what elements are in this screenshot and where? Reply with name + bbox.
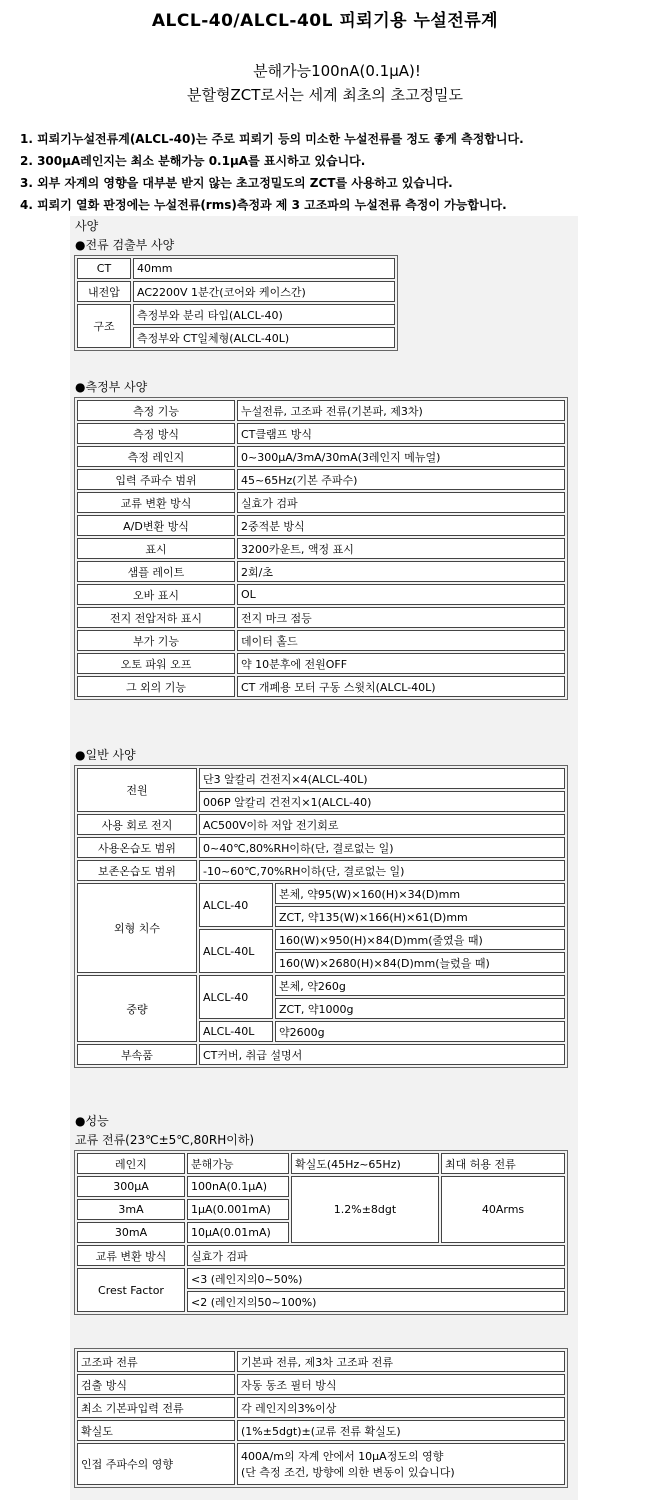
measure-label: 전지 전압저하 표시: [77, 607, 235, 628]
use-temp-label: 사용온습도 범위: [77, 837, 197, 858]
accessory-value: CT커버, 취급 설명서: [199, 1044, 565, 1065]
dims-model-label: ALCL-40L: [199, 929, 273, 973]
measure-label: 오토 파워 오프: [77, 653, 235, 674]
adjacent-freq-line: (단 측정 조건, 방향에 의한 변동이 있습니다): [241, 1466, 455, 1479]
measure-value: 약 10분후에 전원OFF: [237, 653, 565, 674]
measure-label: 부가 기능: [77, 630, 235, 651]
feature-item: 4. 피뢰기 열화 판정에는 누설전류(rms)측정과 제 3 고조파의 누설전류 측정이 가능합니다.: [20, 198, 507, 212]
harmonic-label: 확실도: [77, 1420, 235, 1441]
measure-value: 전지 마크 점등: [237, 607, 565, 628]
measure-value: 0~300μA/3mA/30mA(3레인지 메뉴얼): [237, 446, 565, 467]
harmonic-value: 각 레인지의3%이상: [237, 1397, 565, 1418]
store-temp-value: -10~60℃,70%RH이하(단, 결로없는 일): [199, 860, 565, 881]
weight-model-label: ALCL-40: [199, 975, 273, 1019]
harmonic-value: 자동 동조 필터 방식: [237, 1374, 565, 1395]
measure-label: 측정 방식: [77, 423, 235, 444]
crest-factor-value: <3 (레인지의0~50%): [187, 1268, 565, 1289]
resolution-cell: 10μA(0.01mA): [187, 1222, 289, 1243]
feature-list: [20, 128, 645, 216]
adjacent-freq-line: 400A/m의 자계 안에서 10μA정도의 영향: [241, 1450, 444, 1463]
harmonic-label: 최소 기본파입력 전류: [77, 1397, 235, 1418]
feature-item: 1. 피뢰기누설전류계(ALCL-40)는 주로 피뢰기 등의 미소한 누설전류를 정도 좋게 측정합니다.: [20, 132, 524, 146]
resolution-cell: 1μA(0.001mA): [187, 1199, 289, 1220]
perf-header: 분해가능: [187, 1153, 289, 1174]
structure-value: 측정부와 분리 타입(ALCL-40): [133, 304, 395, 325]
spec-heading: 사양: [75, 219, 99, 233]
weight-value: 본체, 약260g: [275, 975, 565, 996]
voltage-label: 내전압: [77, 281, 131, 302]
measure-value: OL: [237, 584, 565, 605]
use-temp-value: 0~40℃,80%RH이하(단, 결로없는 일): [199, 837, 565, 858]
perf-section-heading: ●성능: [75, 1114, 109, 1128]
harmonic-label: 검출 방식: [77, 1374, 235, 1395]
harmonic-spec-table: [74, 1348, 568, 1488]
feature-item: 2. 300μA레인지는 최소 분해가능 0.1μA를 표시하고 있습니다.: [20, 154, 366, 168]
harmonic-value: (1%±5dgt)±(교류 전류 확실도): [237, 1420, 565, 1441]
ac-conv-value: 실효가 검파: [187, 1245, 565, 1266]
measure-label: A/D변환 방식: [77, 515, 235, 536]
measure-value: CT 개폐용 모터 구동 스윗치(ALCL-40L): [237, 676, 565, 697]
harmonic-label: 고조파 전류: [77, 1351, 235, 1372]
power-label: 전원: [77, 768, 197, 812]
ct-label: CT: [77, 258, 131, 279]
feature-item: 3. 외부 자계의 영향을 대부분 받지 않는 초고정밀도의 ZCT를 사용하고 있습니다.: [20, 176, 453, 190]
measure-value: 누설전류, 고조파 전류(기본파, 제3차): [237, 400, 565, 421]
accessory-label: 부속품: [77, 1044, 197, 1065]
measure-value: 실효가 검파: [237, 492, 565, 513]
measure-section-heading: ●측정부 사양: [75, 380, 148, 394]
measure-label: 오바 표시: [77, 584, 235, 605]
measure-value: 2중적분 방식: [237, 515, 565, 536]
measure-value: CT클램프 방식: [237, 423, 565, 444]
dims-value: 160(W)×2680(H)×84(D)mm(늘렸을 때): [275, 952, 565, 973]
measure-value: 3200카운트, 액정 표시: [237, 538, 565, 559]
general-spec-table: [74, 765, 568, 1068]
store-temp-label: 보존온습도 범위: [77, 860, 197, 881]
ct-section-heading: ●전류 검출부 사양: [75, 238, 175, 252]
weight-label: 중량: [77, 975, 197, 1042]
adjacent-freq-label: 인접 주파수의 영향: [77, 1443, 235, 1485]
page-title: ALCL-40/ALCL-40L 피뢰기용 누설전류계: [151, 11, 499, 31]
general-section-heading: ●일반 사양: [75, 748, 136, 762]
power-value: 단3 알칼리 건전지×4(ALCL-40L): [199, 768, 565, 789]
harmonic-value: 기본파 전류, 제3차 고조파 전류: [237, 1351, 565, 1372]
crest-factor-label: Crest Factor: [77, 1268, 185, 1312]
circuit-value: AC500V이하 저압 전기회로: [199, 814, 565, 835]
measure-label: 그 외의 기능: [77, 676, 235, 697]
max-current-cell: 40Arms: [441, 1176, 565, 1243]
ct-spec-table: [74, 255, 398, 351]
measure-label: 측정 레인지: [77, 446, 235, 467]
measure-value: 45~65Hz(기본 주파수): [237, 469, 565, 490]
accuracy-cell: 1.2%±8dgt: [291, 1176, 439, 1243]
measure-label: 교류 변환 방식: [77, 492, 235, 513]
weight-model-label: ALCL-40L: [199, 1021, 273, 1042]
weight-value: 약2600g: [275, 1021, 565, 1042]
measure-spec-table: [74, 397, 568, 700]
measure-value: 데이터 홀드: [237, 630, 565, 651]
range-cell: 300μA: [77, 1176, 185, 1197]
measure-label: 측정 기능: [77, 400, 235, 421]
range-cell: 3mA: [77, 1199, 185, 1220]
circuit-label: 사용 회로 전지: [77, 814, 197, 835]
voltage-value: AC2200V 1분간(코어와 케이스간): [133, 281, 395, 302]
structure-value: 측정부와 CT일체형(ALCL-40L): [133, 327, 395, 348]
structure-label: 구조: [77, 304, 131, 348]
perf-spec-table: [74, 1150, 568, 1315]
adjacent-freq-value: [237, 1443, 565, 1485]
perf-header: 최대 허용 전류: [441, 1153, 565, 1174]
dims-value: ZCT, 약135(W)×166(H)×61(D)mm: [275, 906, 565, 927]
crest-factor-value: <2 (레인지의50~100%): [187, 1291, 565, 1312]
measure-label: 표시: [77, 538, 235, 559]
dims-value: 본체, 약95(W)×160(H)×34(D)mm: [275, 883, 565, 904]
power-value: 006P 알칼리 건전지×1(ALCL-40): [199, 791, 565, 812]
perf-subheading: 교류 전류(23℃±5℃,80RH이하): [75, 1133, 255, 1147]
perf-header: 레인지: [77, 1153, 185, 1174]
ct-value: 40mm: [133, 258, 395, 279]
dims-model-label: ALCL-40: [199, 883, 273, 927]
measure-label: 샘플 레이트: [77, 561, 235, 582]
subtitle-line-2: 분할형ZCT로서는 세계 최초의 초고정밀도: [186, 86, 464, 104]
subtitle-line-1: 분해가능100nA(0.1μA)!: [253, 62, 421, 80]
perf-header: 확실도(45Hz~65Hz): [291, 1153, 439, 1174]
dims-label: 외형 치수: [77, 883, 197, 973]
weight-value: ZCT, 약1000g: [275, 998, 565, 1019]
dims-value: 160(W)×950(H)×84(D)mm(줄였을 때): [275, 929, 565, 950]
ac-conv-label: 교류 변환 방식: [77, 1245, 185, 1266]
measure-value: 2회/초: [237, 561, 565, 582]
measure-label: 입력 주파수 범위: [77, 469, 235, 490]
resolution-cell: 100nA(0.1μA): [187, 1176, 289, 1197]
range-cell: 30mA: [77, 1222, 185, 1243]
